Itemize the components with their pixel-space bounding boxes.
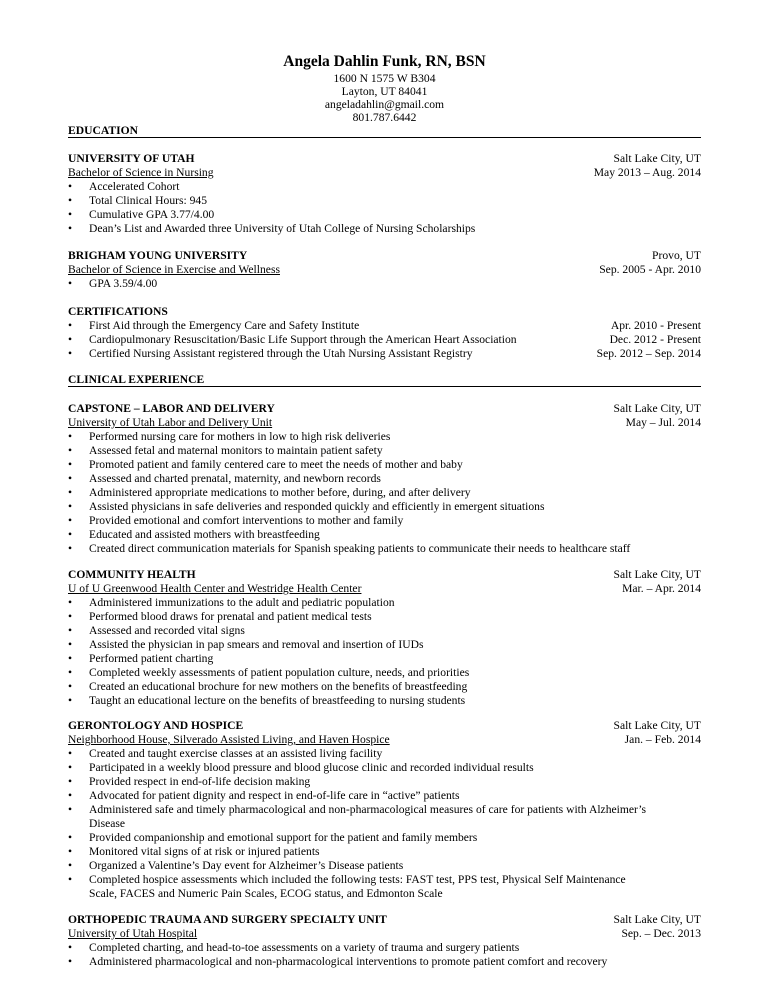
school-name: BRIGHAM YOUNG UNIVERSITY Provo, UT [68, 249, 701, 262]
bullet-icon: • [68, 514, 73, 527]
rotation-site-line [68, 927, 701, 941]
list-item: • Taught an educational lecture on the benefits of breastfeeding to nursing students [68, 694, 466, 707]
bullet-icon: • [68, 761, 73, 774]
degree: Bachelor of Science in Exercise and Wellness [68, 263, 280, 276]
bullet-icon: • [68, 458, 73, 471]
list-item: • Assisted physicians in safe deliveries and responded quickly and efficiently in emergent situations [68, 500, 545, 513]
bullet-icon: • [68, 208, 73, 221]
list-item: • Total Clinical Hours: 945 [68, 194, 208, 207]
email: angeladahlin@gmail.com [324, 98, 445, 111]
list-item-continuation: Disease [89, 817, 126, 830]
bullet-icon: • [68, 277, 73, 290]
rotation-dates: Sep. – Dec. 2013 [621, 927, 701, 940]
list-item: • Performed nursing care for mothers in low to high risk deliveries [68, 430, 391, 443]
bullet-icon: • [68, 775, 73, 788]
rotation-name: GERONTOLOGY AND HOSPICE Salt Lake City, UT [68, 719, 701, 732]
list-item: • Educated and assisted mothers with breastfeeding [68, 528, 320, 541]
list-item-continuation: Scale, FACES and Numeric Pain Scales, ECOG status, and Edmonton Scale [89, 887, 443, 900]
bullet-icon: • [68, 680, 73, 693]
bullet-icon: • [68, 333, 73, 346]
bullet-icon: • [68, 500, 73, 513]
bullet-icon: • [68, 638, 73, 651]
list-item: • Created and taught exercise classes at an assisted living facility [68, 747, 383, 760]
list-item: • Assessed and recorded vital signs [68, 624, 245, 637]
bullet-icon: • [68, 542, 73, 555]
rotation-name: CAPSTONE – LABOR AND DELIVERY Salt Lake City, UT [68, 402, 701, 415]
list-item: • Provided companionship and emotional support for the patient and family members [68, 831, 478, 844]
school-location: Provo, UT [652, 249, 701, 262]
list-item: • Provided respect in end-of-life decision making [68, 775, 311, 788]
list-item: • Created direct communication materials for Spanish speaking patients to communicate their needs to healthcare staff [68, 542, 631, 555]
school-location: Salt Lake City, UT [613, 152, 701, 165]
list-item: • Advocated for patient dignity and respect in end-of-life care in “active” patients [68, 789, 460, 802]
rotation-site-line [68, 582, 701, 596]
phone: 801.787.6442 [352, 111, 417, 124]
list-item: • Administered pharmacological and non-pharmacological interventions to promote patient comfort and recovery [68, 955, 608, 968]
bullet-icon: • [68, 955, 73, 968]
bullet-icon: • [68, 610, 73, 623]
list-item: • Performed patient charting [68, 652, 214, 665]
bullet-icon: • [68, 319, 73, 332]
bullet-icon: • [68, 803, 73, 816]
bullet-icon: • [68, 596, 73, 609]
rotation-site-line [68, 416, 701, 430]
bullet-icon: • [68, 472, 73, 485]
bullet-icon: • [68, 180, 73, 193]
rotation-site: University of Utah Labor and Delivery Unit [68, 416, 273, 429]
degree-dates: May 2013 – Aug. 2014 [593, 166, 701, 179]
school-name: UNIVERSITY OF UTAH Salt Lake City, UT [68, 152, 701, 165]
degree-line [68, 263, 701, 277]
address-line-2: Layton, UT 84041 [341, 85, 428, 98]
list-item: • Completed weekly assessments of patient population culture, needs, and priorities [68, 666, 470, 679]
bullet-icon: • [68, 624, 73, 637]
list-item: • Assessed and charted prenatal, maternity, and newborn records [68, 472, 381, 485]
section-divider [68, 386, 701, 387]
rotation-name: ORTHOPEDIC TRAUMA AND SURGERY SPECIALTY UNIT Salt Lake City, UT [68, 913, 701, 926]
list-item: • Created an educational brochure for new mothers on the benefits of breastfeeding [68, 680, 468, 693]
bullet-icon: • [68, 194, 73, 207]
list-item: • Completed charting, and head-to-toe assessments on a variety of trauma and surgery patients [68, 941, 520, 954]
bullet-icon: • [68, 941, 73, 954]
list-item: • Accelerated Cohort [68, 180, 180, 193]
address-line-1: 1600 N 1575 W B304 [333, 72, 436, 85]
rotation-site: U of U Greenwood Health Center and Westridge Health Center [68, 582, 362, 595]
list-item: • Completed hospice assessments which included the following tests: FAST test, PPS test, Physical Self Maintenance [68, 873, 626, 886]
list-item: • Participated in a weekly blood pressure and blood glucose clinic and recorded individual results [68, 761, 534, 774]
rotation-location: Salt Lake City, UT [613, 568, 701, 581]
section-divider [68, 137, 701, 138]
bullet-icon: • [68, 347, 73, 360]
certification-dates: Sep. 2012 – Sep. 2014 [596, 347, 701, 360]
section-heading-education: EDUCATION [68, 124, 138, 137]
list-item: • Dean’s List and Awarded three University of Utah College of Nursing Scholarships [68, 222, 476, 235]
rotation-site: Neighborhood House, Silverado Assisted Living, and Haven Hospice [68, 733, 390, 746]
bullet-icon: • [68, 528, 73, 541]
bullet-icon: • [68, 486, 73, 499]
rotation-site-line [68, 733, 701, 747]
rotation-dates: Jan. – Feb. 2014 [624, 733, 701, 746]
rotation-location: Salt Lake City, UT [613, 719, 701, 732]
list-item: • Assessed fetal and maternal monitors to maintain patient safety [68, 444, 383, 457]
rotation-dates: May – Jul. 2014 [625, 416, 701, 429]
rotation-dates: Mar. – Apr. 2014 [622, 582, 701, 595]
rotation-location: Salt Lake City, UT [613, 913, 701, 926]
list-item: • Organized a Valentine’s Day event for Alzheimer’s Disease patients [68, 859, 404, 872]
list-item: • GPA 3.59/4.00 [68, 277, 158, 290]
bullet-icon: • [68, 444, 73, 457]
list-item: • Assisted the physician in pap smears and removal and insertion of IUDs [68, 638, 424, 651]
certification-dates: Dec. 2012 - Present [609, 333, 701, 346]
candidate-name: Angela Dahlin Funk, RN, BSN [283, 53, 486, 70]
degree: Bachelor of Science in Nursing [68, 166, 214, 179]
certification-item: • Certified Nursing Assistant registered through the Utah Nursing Assistant Registry Sep. 2012 – Sep. 2014 [68, 347, 701, 360]
bullet-icon: • [68, 747, 73, 760]
bullet-icon: • [68, 222, 73, 235]
list-item: • Provided emotional and comfort interventions to mother and family [68, 514, 404, 527]
bullet-icon: • [68, 666, 73, 679]
degree-line [68, 166, 701, 180]
bullet-icon: • [68, 430, 73, 443]
section-heading-clinical: CLINICAL EXPERIENCE [68, 373, 205, 386]
list-item: • Administered appropriate medications to mother before, during, and after delivery [68, 486, 471, 499]
certification-dates: Apr. 2010 - Present [610, 319, 701, 332]
list-item: • Administered safe and timely pharmacological and non-pharmacological measures of care for patients with Alzheimer’s [68, 803, 647, 816]
rotation-site: University of Utah Hospital [68, 927, 198, 940]
list-item: • Promoted patient and family centered care to meet the needs of mother and baby [68, 458, 463, 471]
list-item: • Cumulative GPA 3.77/4.00 [68, 208, 215, 221]
list-item: • Administered immunizations to the adult and pediatric population [68, 596, 395, 609]
rotation-name: COMMUNITY HEALTH Salt Lake City, UT [68, 568, 701, 581]
section-heading-certifications: CERTIFICATIONS [68, 305, 168, 318]
list-item: • Monitored vital signs of at risk or injured patients [68, 845, 320, 858]
bullet-icon: • [68, 859, 73, 872]
bullet-icon: • [68, 831, 73, 844]
bullet-icon: • [68, 652, 73, 665]
bullet-icon: • [68, 873, 73, 886]
certification-item: • First Aid through the Emergency Care and Safety Institute Apr. 2010 - Present [68, 319, 701, 332]
bullet-icon: • [68, 789, 73, 802]
bullet-icon: • [68, 694, 73, 707]
certification-item: • Cardiopulmonary Resuscitation/Basic Life Support through the American Heart Association Dec. 2012 - Present [68, 333, 701, 346]
rotation-location: Salt Lake City, UT [613, 402, 701, 415]
bullet-icon: • [68, 845, 73, 858]
degree-dates: Sep. 2005 - Apr. 2010 [599, 263, 701, 276]
list-item: • Performed blood draws for prenatal and patient medical tests [68, 610, 372, 623]
